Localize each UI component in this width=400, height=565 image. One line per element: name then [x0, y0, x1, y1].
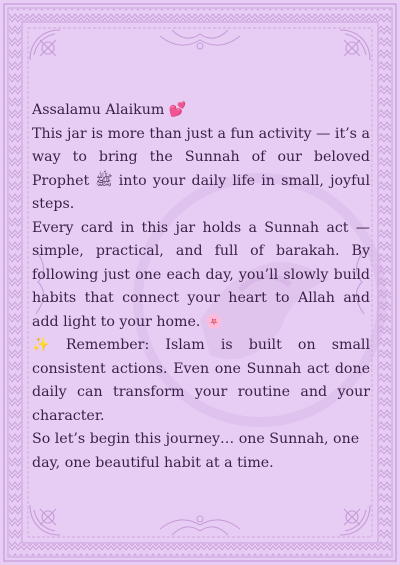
- sparkles-emoji: ✨: [32, 337, 50, 353]
- letter-body: [32, 99, 370, 475]
- paragraph-intro: This jar is more than just a fun activity — it’s a way to bring the Sunnah of our beloved Prophet ﷺ into your daily life in small, joyful steps.: [32, 125, 370, 212]
- greeting-text: Assalamu Alaikum: [32, 102, 165, 118]
- paragraph-cards: [32, 217, 370, 335]
- paragraph-closing: So let’s begin this journey… one Sunnah, one day, one beautiful habit at a time.: [32, 431, 360, 471]
- paragraph-cards-text: Every card in this jar holds a Sunnah act — simple, practical, and full of barakah. By following just one each day, you’ll slowly build habits that connect your heart to Allah and add light to your home.: [32, 219, 370, 330]
- paragraph-reminder: [32, 334, 370, 428]
- greeting-line: [32, 99, 370, 123]
- paragraph-reminder-text: Remember: Islam is built on small consistent actions. Even one Sunnah act done daily can transform your routine and your character.: [32, 337, 370, 424]
- blossom-emoji: 🌸: [204, 313, 223, 330]
- hearts-emoji: 💕: [168, 102, 187, 118]
